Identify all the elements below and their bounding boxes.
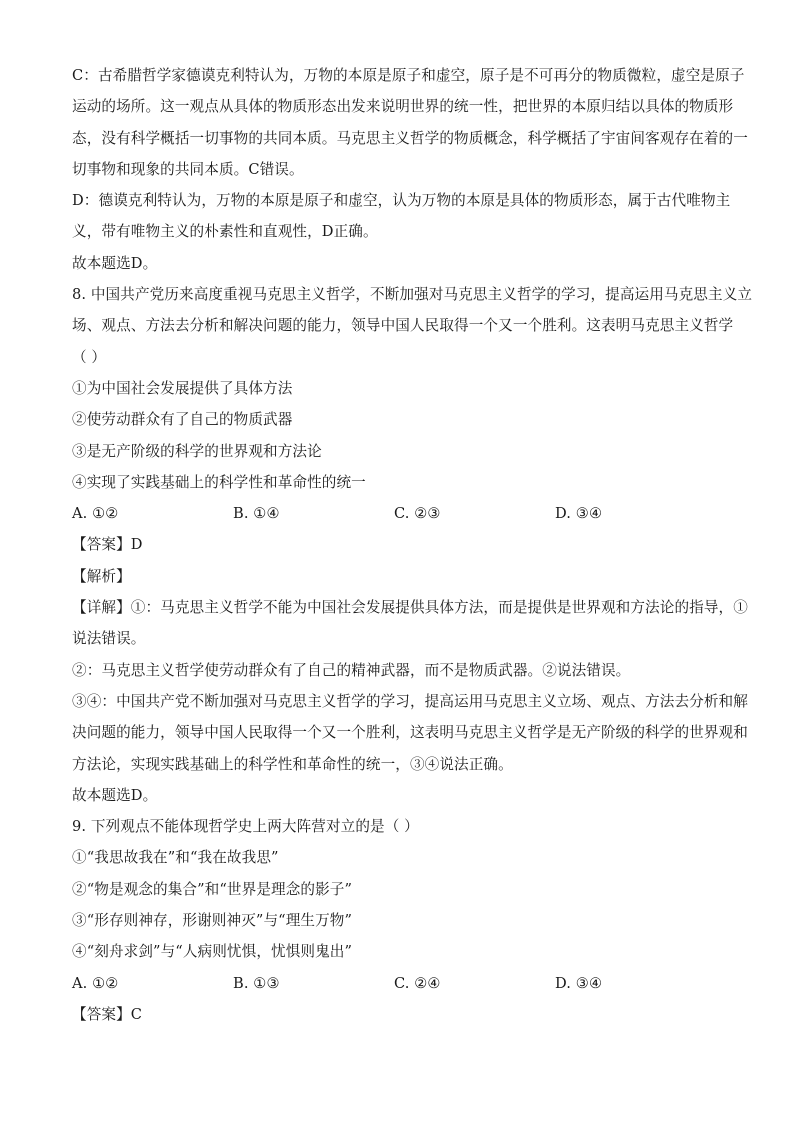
option-a: A. ①② bbox=[72, 505, 119, 523]
analysis-label: 【解析】 bbox=[72, 567, 131, 585]
text-line: 义，带有唯物主义的朴素性和直观性，D正确。 bbox=[72, 223, 378, 241]
detail-line: 方法论，实现实践基础上的科学性和革命性的统一，③④说法正确。 bbox=[72, 755, 513, 773]
statement-item: ②使劳动群众有了自己的物质武器 bbox=[72, 411, 293, 429]
option-d: D. ③④ bbox=[555, 505, 603, 523]
document-page bbox=[72, 60, 753, 1030]
answer-label: 【答案】D bbox=[72, 536, 143, 554]
option-b: B. ①③ bbox=[233, 974, 280, 992]
statement-item: ③是无产阶级的科学的世界观和方法论 bbox=[72, 442, 322, 460]
statement-item: ④实现了实践基础上的科学性和革命性的统一 bbox=[72, 473, 366, 491]
detail-line: 决问题的能力，领导中国人民取得一个又一个胜利，这表明马克思主义哲学是无产阶级的科学的世界观和 bbox=[72, 724, 748, 742]
answer-label: 【答案】C bbox=[72, 1005, 143, 1023]
text-line: 切事物和现象的共同本质。C错误。 bbox=[72, 160, 304, 178]
option-b: B. ①④ bbox=[233, 505, 280, 523]
detail-line: 故本题选D。 bbox=[72, 786, 158, 804]
statement-item: ②“物是观念的集合”和“世界是理念的影子” bbox=[72, 880, 353, 898]
option-c: C. ②④ bbox=[394, 974, 441, 992]
question-9-stem: 9. 下列观点不能体现哲学史上两大阵营对立的是（ ） bbox=[72, 818, 419, 836]
question-8-options bbox=[72, 498, 728, 529]
detail-line: ③④：中国共产党不断加强对马克思主义哲学的学习，提高运用马克思主义立场、观点、方法去分析和解 bbox=[72, 692, 748, 710]
detail-line: 说法错误。 bbox=[72, 630, 146, 648]
question-9-options bbox=[72, 968, 728, 999]
question-8-stem: 8. 中国共产党历来高度重视马克思主义哲学，不断加强对马克思主义哲学的学习，提高运用马克思主义立 bbox=[72, 286, 753, 304]
option-a: A. ①② bbox=[72, 974, 119, 992]
answer-bracket: （ ） bbox=[72, 348, 107, 366]
detail-line: 【详解】①：马克思主义哲学不能为中国社会发展提供具体方法，而是提供是世界观和方法论的指导，① bbox=[72, 599, 748, 617]
statement-item: ③“形存则神存，形谢则神灭”与“理生万物” bbox=[72, 912, 353, 930]
statement-item: ①为中国社会发展提供了具体方法 bbox=[72, 379, 293, 397]
detail-line: ②：马克思主义哲学使劳动群众有了自己的精神武器，而不是物质武器。②说法错误。 bbox=[72, 661, 631, 679]
text-line: D：德谟克利特认为，万物的本原是原子和虚空，认为万物的本原是具体的物质形态，属于古代唯物主 bbox=[72, 192, 731, 210]
statement-item: ①“我思故我在”和“我在故我思” bbox=[72, 849, 279, 867]
option-c: C. ②③ bbox=[394, 505, 441, 523]
option-d: D. ③④ bbox=[555, 974, 603, 992]
question-8-stem: 场、观点、方法去分析和解决问题的能力，领导中国人民取得一个又一个胜利。这表明马克思主义哲学 bbox=[72, 317, 734, 335]
statement-item: ④“刻舟求剑”与“人病则忧惧，忧惧则鬼出” bbox=[72, 943, 353, 961]
text-line: C：古希腊哲学家德谟克利特认为，万物的本原是原子和虚空，原子是不可再分的物质微粒，虚空是原子 bbox=[72, 67, 745, 84]
text-line: 态，没有科学概括一切事物的共同本质。马克思主义哲学的物质概念，科学概括了宇宙间客观存在着的一 bbox=[72, 129, 748, 147]
text-line: 运动的场所。这一观点从具体的物质形态出发来说明世界的统一性，把世界的本原归结以具体的物质形 bbox=[72, 98, 734, 116]
text-line: 故本题选D。 bbox=[72, 254, 158, 272]
